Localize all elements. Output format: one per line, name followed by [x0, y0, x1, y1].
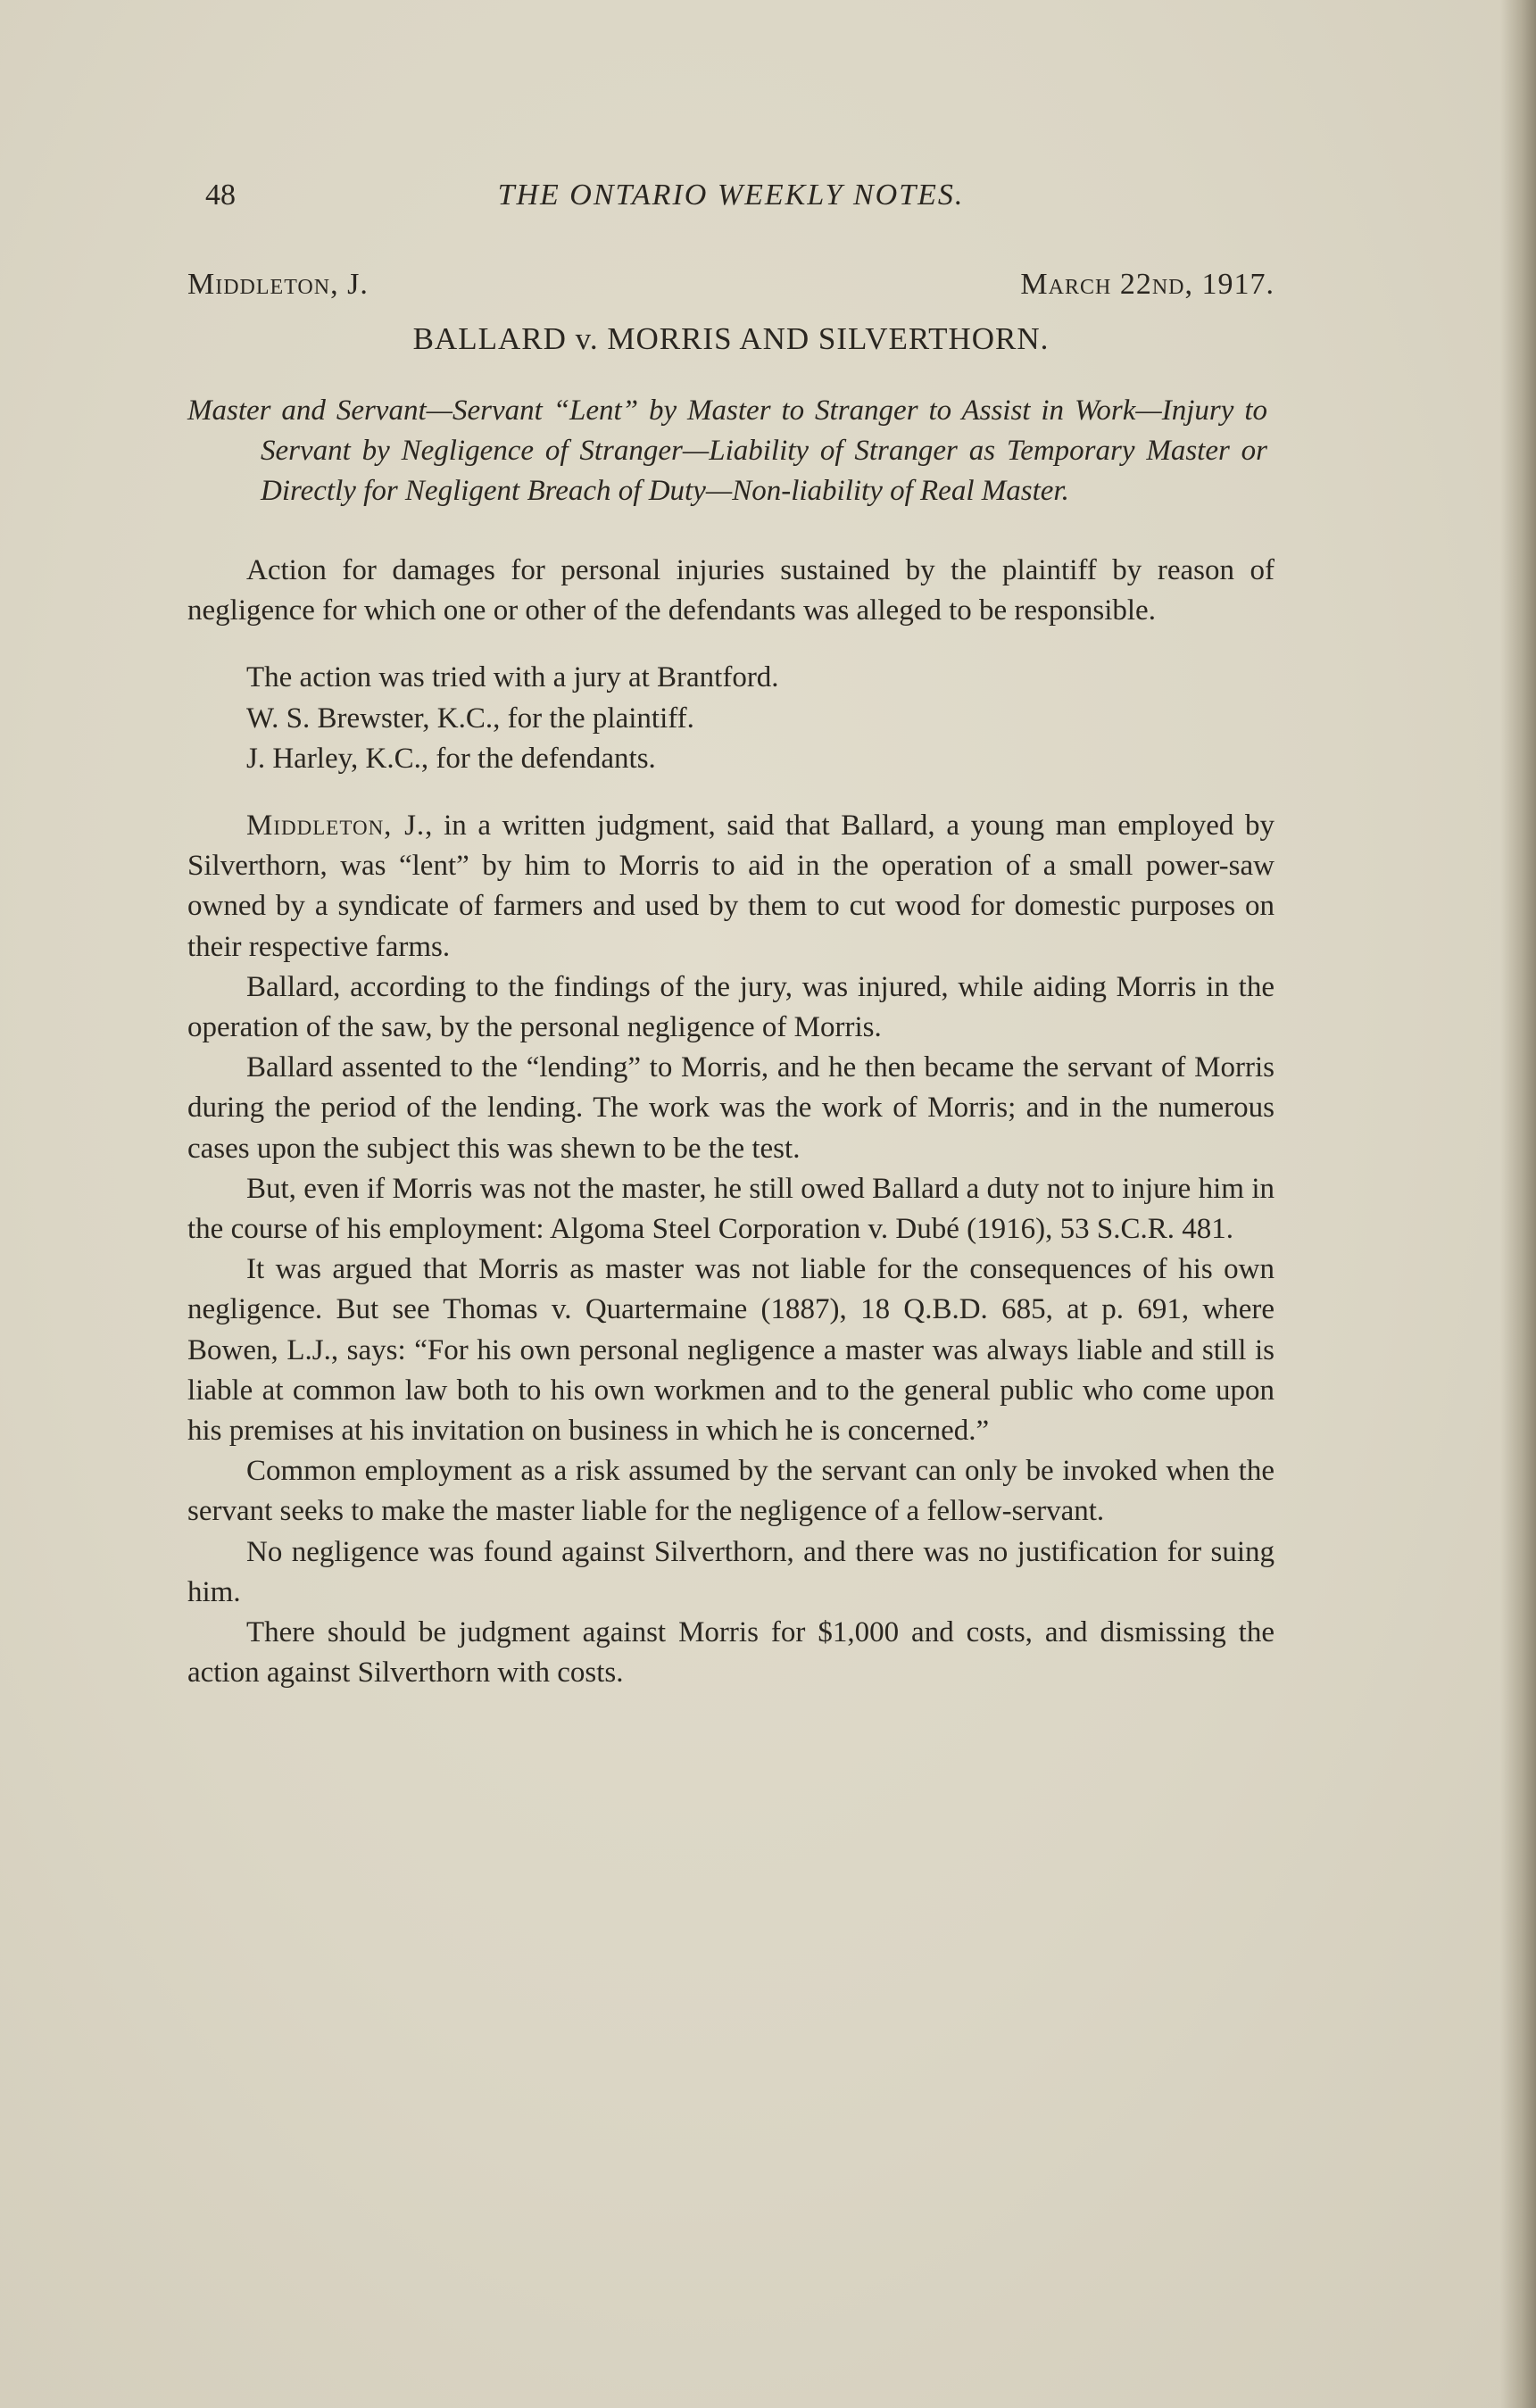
- paragraph-trial: The action was tried with a jury at Brantford.: [246, 661, 779, 694]
- paragraph-jury-findings: Ballard, according to the findings of the jury, was injured, while aiding Morris in the operation of the saw, by the personal negligence of Morris.: [187, 970, 1274, 1044]
- paragraph-disposition: There should be judgment against Morris for $1,000 and costs, and dismissing the action against Silverthorn with costs.: [187, 1616, 1274, 1690]
- page-number: 48: [205, 179, 236, 212]
- judgment-body: [187, 551, 1274, 1693]
- case-title: BALLARD v. MORRIS AND SILVERTHORN.: [412, 321, 1050, 356]
- running-head: [187, 179, 1274, 232]
- paragraph-silverthorn: No negligence was found against Silverthorn, and there was no justification for suing him.: [187, 1535, 1274, 1608]
- paragraph-counsel-defendants: J. Harley, K.C., for the defendants.: [246, 742, 656, 775]
- paragraph-duty: But, even if Morris was not the master, he still owed Ballard a duty not to injure him in the course of his employment: Algoma Steel Corporation v. Dubé (1916), 53 S.C.R. 481.: [187, 1172, 1274, 1246]
- paragraph-common-employment: Common employment as a risk assumed by the servant can only be invoked when the servant seeks to make the master liable for the negligence of a fellow-servant.: [187, 1455, 1274, 1528]
- paragraph-action: Action for damages for personal injuries sustained by the plaintiff by reason of negligence for which one or other of the defendants was alleged to be responsible.: [187, 554, 1274, 627]
- page-content: [187, 179, 1274, 1693]
- dateline: [187, 268, 1274, 302]
- headnote: Master and Servant—Servant “Lent” by Master to Stranger to Assist in Work—Injury to Servant by Negligence of Stranger—Liability of Stranger as Temporary Master or Directly for Negligent Breach of Duty—Non-liability of Real Master.: [187, 394, 1267, 507]
- paragraph-lending: Ballard assented to the “lending” to Morris, and he then became the servant of Morris during the period of the lending. The work was the work of Morris; and in the numerous cases upon the subject this was shewn to be the test.: [187, 1051, 1274, 1165]
- judge-name: Middleton, J.: [187, 268, 369, 301]
- paragraph-judgment-intro: [187, 806, 1274, 967]
- running-title: THE ONTARIO WEEKLY NOTES.: [497, 179, 965, 212]
- judgment-intro-text: , in a written judgment, said that Ballard, a young man employed by Silverthorn, was “lent” by him to Morris to aid in the operation of a small power-saw owned by a syndicate of farmers and used by them to cut wood for domestic purposes on their respective farms.: [187, 810, 1275, 963]
- judgment-date: March 22nd, 1917.: [1020, 268, 1274, 301]
- paragraph-master-liability: It was argued that Morris as master was not liable for the consequences of his own negligence. But see Thomas v. Quartermaine (1887), 18 Q.B.D. 685, at p. 691, where Bowen, L.J., says: “For his own personal negligence a master was always liable and still is liable at common law both to his own workmen and to the general public who come upon his premises at his invitation on business in which he is concerned.”: [187, 1253, 1274, 1448]
- book-spine-shadow: [1500, 0, 1536, 2408]
- judge-lead: Middleton, J.: [246, 810, 426, 843]
- paragraph-counsel-plaintiff: W. S. Brewster, K.C., for the plaintiff.: [246, 702, 694, 735]
